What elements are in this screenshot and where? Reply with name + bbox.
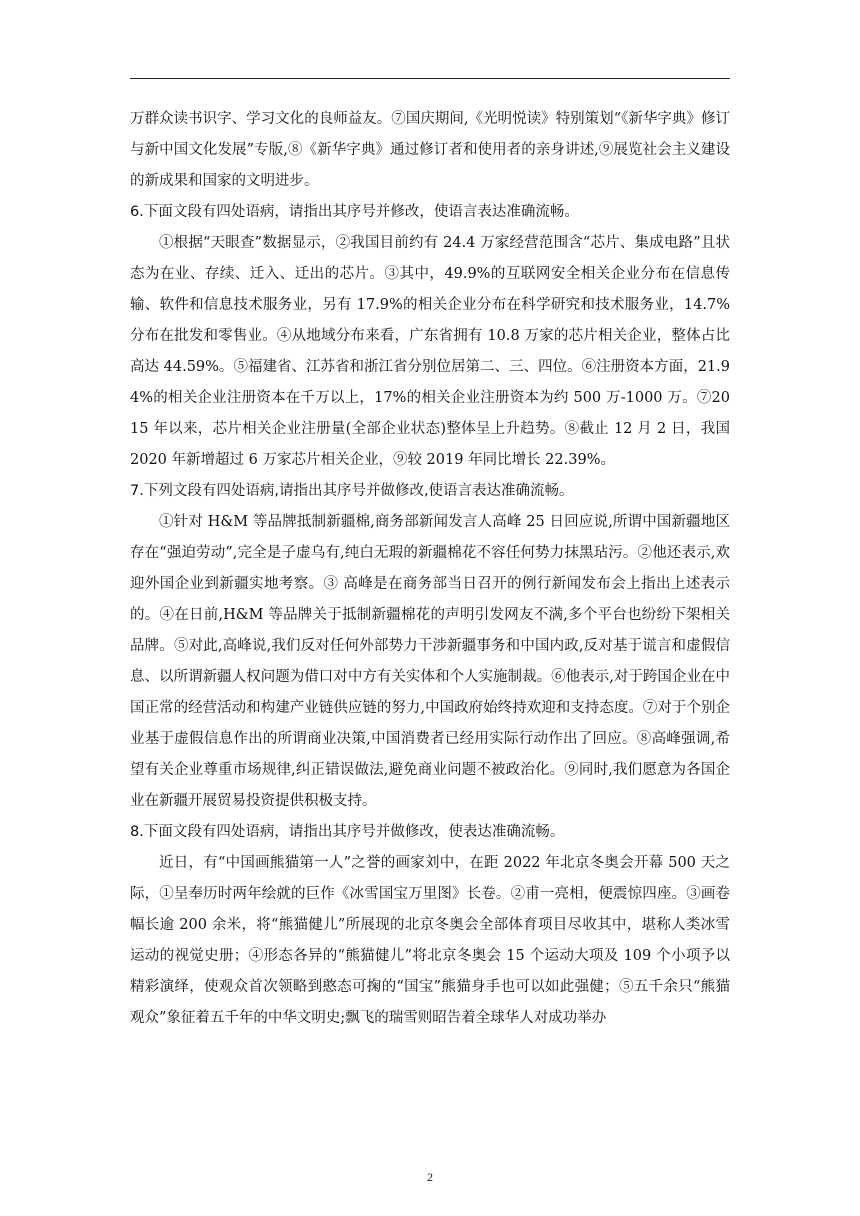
question-6-passage: ①根据“天眼查”数据显示，②我国目前约有 24.4 万家经营范围含“芯片、集成电路”且状态为在业、存续、迁入、迁出的芯片。③其中，49.9%的互联网安全相关企业分布在信息传输、软件和信息技术服务业，另有 17.9%的相关企业分布在科学研究和技术服务业，14.7%分布在批发和零售业。④从地域分布来看，广东省拥有 10.8 万家的芯片相关企业，整体占比高达 44.59%。⑤福建省、江苏省和浙江省分别位居第二、三、四位。⑥注册资本方面，21.94%的相关企业注册资本在千万以上，17%的相关企业注册资本为约 500 万-1000 万。⑦2015 年以来，芯片相关企业注册量(全部企业状态)整体呈上升趋势。⑧截止 12 月 2 日，我国 2020 年新增超过 6 万家芯片相关企业，⑨较 2019 年同比增长 22.39%。 [130,235,730,468]
question-8-title: 8.下面文段有四处语病，请指出其序号并做修改，使表达准确流畅。 [130,824,565,840]
paragraph-continuation: 万群众读书识字、学习文化的良师益友。⑦国庆期间,《光明悦读》特别策划“《新华字典》修订与新中国文化发展”专版,⑧《新华字典》通过修订者和使用者的亲身讲述,⑨展览社会主义建设的新成果和国家的文明进步。 [130,111,730,189]
question-7-passage: ①针对 H&M 等品牌抵制新疆棉,商务部新闻发言人高峰 25 日回应说,所谓中国新疆地区存在“强迫劳动”,完全是子虚乌有,纯白无瑕的新疆棉花不容任何势力抹黑玷污。②他还表示,欢迎外国企业到新疆实地考察。③ 高峰是在商务部当日召开的例行新闻发布会上指出上述表示的。④在日前,H&M 等品牌关于抵制新疆棉花的声明引发网友不满,多个平台也纷纷下架相关品牌。⑤对此,高峰说,我们反对任何外部势力干涉新疆事务和中国内政,反对基于谎言和虚假信息、以所谓新疆人权问题为借口对中方有关实体和个人实施制裁。⑥他表示,对于跨国企业在中国正常的经营活动和构建产业链供应链的努力,中国政府始终持欢迎和支持态度。⑦对于个别企业基于虚假信息作出的所谓商业决策,中国消费者已经用实际行动作出了回应。⑧高峰强调,希望有关企业尊重市场规律,纠正错误做法,避免商业问题不被政治化。⑨同时,我们愿意为各国企业在新疆开展贸易投资提供积极支持。 [130,514,730,809]
page-number: 2 [427,1170,433,1184]
question-6-title: 6.下面文段有四处语病，请指出其序号并修改，使语言表达准确流畅。 [130,204,579,220]
document-body [130,104,730,1034]
question-7-title: 7.下列文段有四处语病,请指出其序号并做修改,使语言表达准确流畅。 [130,483,574,499]
question-8-passage: 近日，有“中国画熊猫第一人”之誉的画家刘中，在距 2022 年北京冬奥会开幕 500 天之际，①呈奉历时两年绘就的巨作《冰雪国宝万里图》长卷。②甫一亮相，便震惊四座。③画卷幅长逾 200 余米，将“熊猫健儿”所展现的北京冬奥会全部体育项目尽收其中，堪称人类冰雪运动的视觉史册；④形态各异的“熊猫健儿”将北京冬奥会 15 个运动大项及 109 个小项予以精彩演绎，使观众首次领略到憨态可掬的“国宝”熊猫身手也可以如此强健；⑤五千余只“熊猫观众”象征着五千年的中华文明史;飘飞的瑞雪则昭告着全球华人对成功举办 [130,855,730,1026]
header-rule [130,78,730,79]
